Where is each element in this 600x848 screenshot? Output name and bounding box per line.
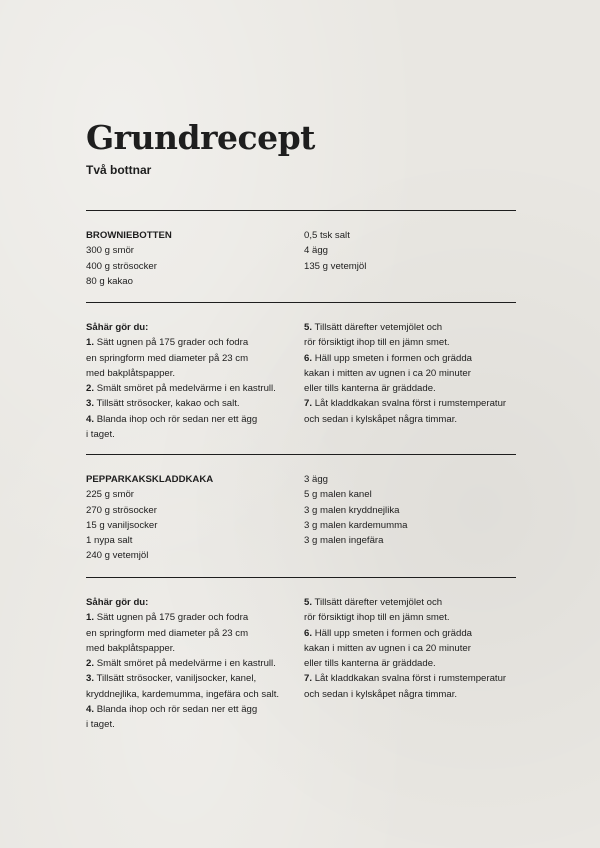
step-text: Låt kladdkakan svalna först i rumstemperatur xyxy=(314,398,507,410)
step-text: Sätt ugnen på 175 grader och fodra xyxy=(96,612,249,624)
step-text: Smält smöret på medelvärme i en kastrull. xyxy=(96,658,276,670)
step-text: Smält smöret på medelvärme i en kastrull. xyxy=(96,383,276,395)
ingredient-item: 3 g malen kryddnejlika xyxy=(304,504,400,516)
step-number: 5. xyxy=(304,597,313,608)
step-text: eller tills kanterna är gräddade. xyxy=(304,383,436,395)
ingredient-item: 3 g malen ingefära xyxy=(304,535,384,547)
method-step-line xyxy=(86,396,301,411)
step-text: Tillsätt därefter vetemjölet och xyxy=(314,597,443,608)
method-step-line xyxy=(86,366,301,381)
step-text: med bakplåtspapper. xyxy=(86,367,176,379)
method-heading: Såhär gör du: xyxy=(86,597,149,608)
method-step-line xyxy=(304,671,519,686)
method-step-line xyxy=(304,656,519,671)
brownie-method-left xyxy=(86,320,301,442)
step-text: och sedan i kylskåpet några timmar. xyxy=(304,413,458,425)
step-text: rör försiktigt ihop till en jämn smet. xyxy=(304,337,450,349)
ingredient-item: 300 g smör xyxy=(86,245,134,257)
step-text: en springform med diameter på 23 cm xyxy=(86,352,249,364)
page-title: Grundrecept xyxy=(86,118,315,157)
pepparkaka-method-left xyxy=(86,595,301,733)
ingredient-item: 0,5 tsk salt xyxy=(304,230,350,241)
step-text: rör försiktigt ihop till en jämn smet. xyxy=(304,612,450,624)
step-text: en springform med diameter på 23 cm xyxy=(86,627,249,639)
method-heading: Såhär gör du: xyxy=(86,322,149,333)
pepparkaka-ingredients-right xyxy=(304,472,519,548)
method-step-line xyxy=(86,351,301,366)
step-text: Sätt ugnen på 175 grader och fodra xyxy=(96,337,249,349)
method-step-line xyxy=(86,687,301,702)
ingredient-item: 240 g vetemjöl xyxy=(86,550,149,562)
pepparkaka-ingredients-left xyxy=(86,472,301,564)
method-step-line xyxy=(304,687,519,702)
divider-3 xyxy=(86,454,516,455)
ingredient-item: 270 g strösocker xyxy=(86,504,157,516)
step-number: 6. xyxy=(304,627,313,639)
step-number: 4. xyxy=(86,413,95,425)
divider-1 xyxy=(86,210,516,211)
ingredient-item: 15 g vaniljsocker xyxy=(86,519,158,531)
method-step-line xyxy=(86,610,301,625)
method-step-line xyxy=(86,671,301,686)
pepparkaka-method-right xyxy=(304,595,519,702)
section-heading-pepparkaka: PEPPARKAKSKLADDKAKA xyxy=(86,474,214,485)
method-step-line xyxy=(304,412,519,427)
step-text: Blanda ihop och rör sedan ner ett ägg xyxy=(96,704,258,716)
method-step-line xyxy=(86,656,301,671)
step-number: 3. xyxy=(86,398,95,410)
method-step-line xyxy=(86,702,301,717)
step-text: eller tills kanterna är gräddade. xyxy=(304,658,436,670)
method-step-line xyxy=(86,626,301,641)
ingredient-item: 5 g malen kanel xyxy=(304,489,372,501)
step-number: 2. xyxy=(86,658,95,670)
step-text: och sedan i kylskåpet några timmar. xyxy=(304,688,458,700)
page-subtitle: Två bottnar xyxy=(86,163,152,177)
ingredient-item: 3 g malen kardemumma xyxy=(304,519,408,531)
ingredient-item: 80 g kakao xyxy=(86,275,133,287)
step-number: 3. xyxy=(86,673,95,685)
step-text: Blanda ihop och rör sedan ner ett ägg xyxy=(96,413,258,425)
step-number: 2. xyxy=(86,383,95,395)
method-step-line xyxy=(304,351,519,366)
method-step-line xyxy=(86,381,301,396)
method-step-line xyxy=(304,335,519,350)
method-step-line xyxy=(304,320,519,335)
method-step-line xyxy=(304,396,519,411)
step-number: 1. xyxy=(86,337,95,349)
method-step-line xyxy=(86,335,301,350)
brownie-ingredients-right xyxy=(304,228,519,274)
step-number: 6. xyxy=(304,352,313,364)
step-number: 7. xyxy=(304,398,313,410)
step-text: Låt kladdkakan svalna först i rumstemperatur xyxy=(314,673,507,685)
method-step-line xyxy=(86,641,301,656)
step-number: 5. xyxy=(304,322,313,333)
ingredient-item: 225 g smör xyxy=(86,489,134,501)
step-number: 7. xyxy=(304,673,313,685)
divider-2 xyxy=(86,302,516,303)
method-step-line xyxy=(304,366,519,381)
step-text: kryddnejlika, kardemumma, ingefära och salt. xyxy=(86,688,280,700)
section-heading-brownie: BROWNIEBOTTEN xyxy=(86,230,172,241)
ingredient-item: 3 ägg xyxy=(304,474,329,485)
method-step-line xyxy=(304,595,519,610)
step-text: Häll upp smeten i formen och grädda xyxy=(314,352,473,364)
method-step-line xyxy=(304,381,519,396)
ingredient-item: 135 g vetemjöl xyxy=(304,260,367,272)
step-text: i taget. xyxy=(86,429,115,441)
step-number: 1. xyxy=(86,612,95,624)
step-text: Tillsätt strösocker, vaniljsocker, kanel, xyxy=(96,673,257,685)
ingredient-item: 4 ägg xyxy=(304,245,329,257)
step-text: Tillsätt strösocker, kakao och salt. xyxy=(96,398,240,410)
method-step-line xyxy=(304,641,519,656)
step-text: kakan i mitten av ugnen i ca 20 minuter xyxy=(304,367,471,379)
step-number: 4. xyxy=(86,704,95,716)
method-step-line xyxy=(304,610,519,625)
method-step-line xyxy=(304,626,519,641)
brownie-ingredients-left xyxy=(86,228,301,289)
step-text: i taget. xyxy=(86,719,115,731)
brownie-method-right xyxy=(304,320,519,427)
step-text: med bakplåtspapper. xyxy=(86,642,176,654)
ingredient-item: 400 g strösocker xyxy=(86,260,157,272)
ingredient-item: 1 nypa salt xyxy=(86,535,133,547)
method-step-line xyxy=(86,412,301,427)
divider-4 xyxy=(86,577,516,578)
step-text: Tillsätt därefter vetemjölet och xyxy=(314,322,443,333)
step-text: Häll upp smeten i formen och grädda xyxy=(314,627,473,639)
step-text: kakan i mitten av ugnen i ca 20 minuter xyxy=(304,642,471,654)
method-step-line xyxy=(86,717,301,732)
method-step-line xyxy=(86,427,301,442)
